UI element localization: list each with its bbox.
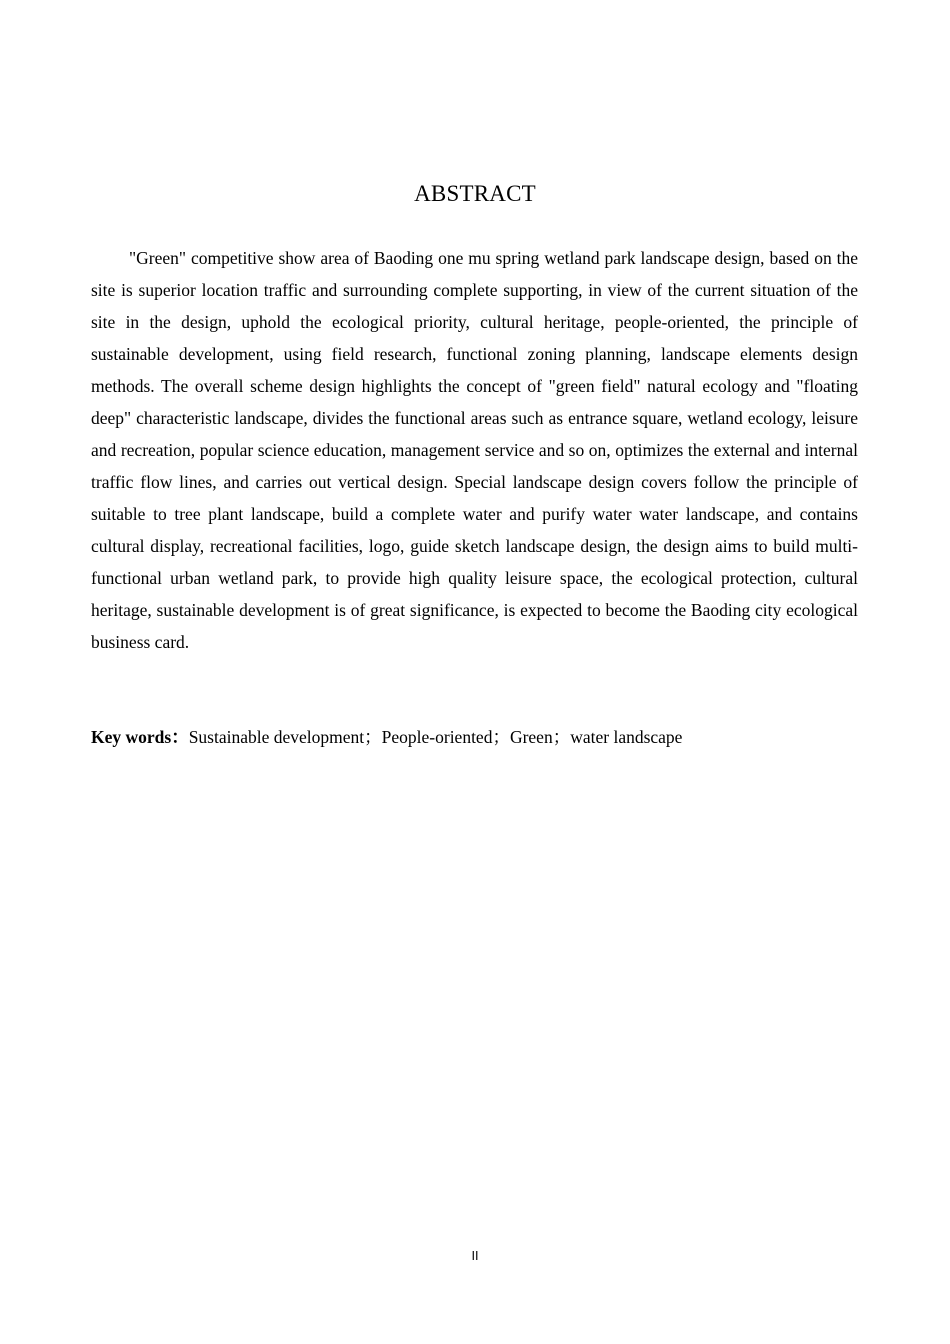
abstract-body: "Green" competitive show area of Baoding one mu spring wetland park landscape design, based on the site is superior location traffic and surrounding complete supporting, in view of the current situation of the site in the design, uphold the ecological priority, cultural heritage, people-oriented, the principle of sustainable development, using field research, functional zoning planning, landscape elements design methods. The overall scheme design highlights the concept of "green field" natural ecology and "floating deep" characteristic landscape, divides the functional areas such as entrance square, wetland ecology, leisure and recreation, popular science education, management service and so on, optimizes the external and internal traffic flow lines, and carries out vertical design. Special landscape design covers follow the principle of suitable to tree plant landscape, build a complete water and purify water water landscape, and contains cultural display, recreational facilities, logo, guide sketch landscape design, the design aims to build multi-functional urban wetland park, to provide high quality leisure space, the ecological protection, cultural heritage, sustainable development is of great significance, is expected to become the Baoding city ecological business card. [91, 248, 858, 652]
keyword-item: People-oriented； [381, 727, 510, 747]
keyword-item: water landscape [570, 727, 683, 747]
keyword-item: Sustainable development； [188, 727, 382, 747]
page-number: II [471, 1249, 479, 1263]
keywords-line [91, 722, 858, 752]
keyword-item: Green； [509, 727, 571, 747]
abstract-title: ABSTRACT [414, 181, 536, 206]
keywords-label: Key words： [91, 727, 189, 747]
